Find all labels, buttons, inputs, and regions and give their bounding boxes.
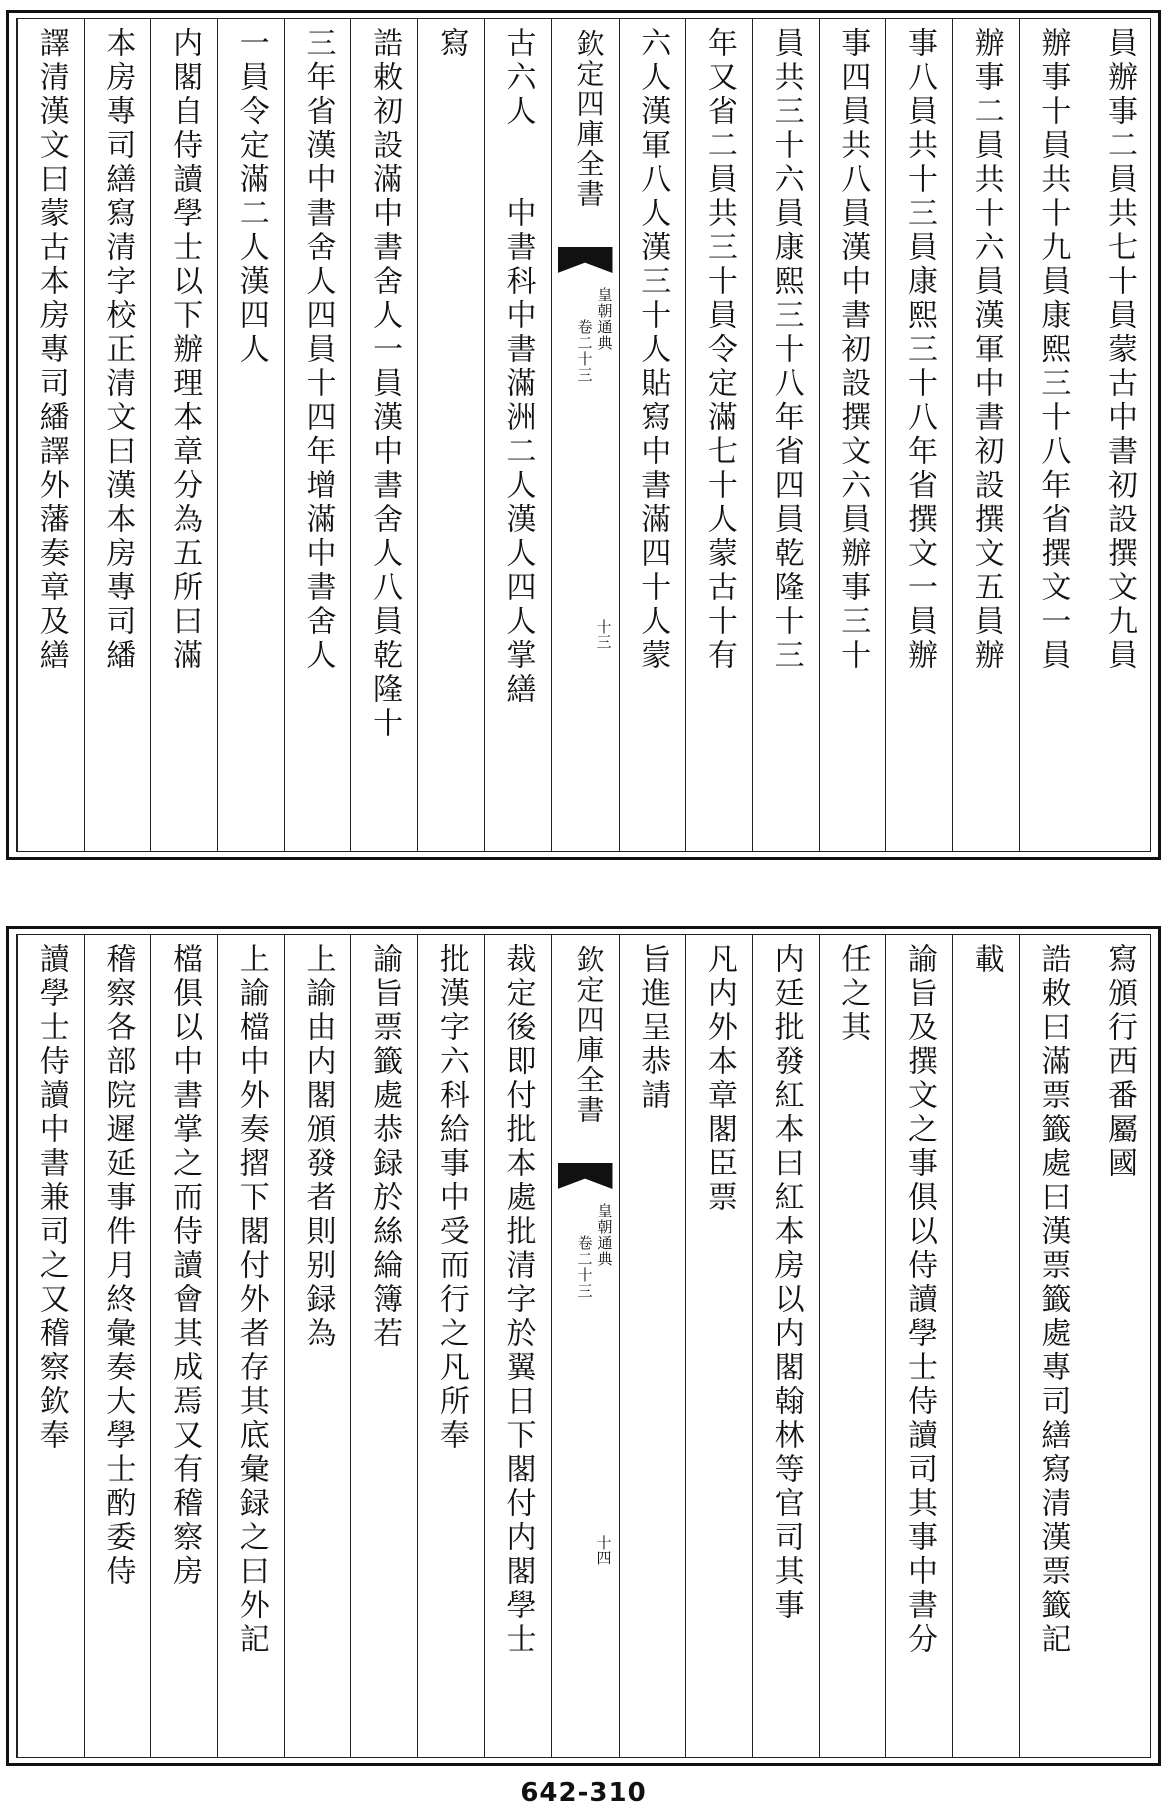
bottom-collection-title: 欽定四庫全書	[572, 945, 606, 1125]
bottom-column	[819, 935, 886, 1757]
top-column-text: 事八員共十三員康熙三十八年省撰文一員辦	[901, 27, 937, 673]
bottom-column-text: 裁定後即付批本處批清字於翼日下閣付内閣學士	[500, 943, 536, 1657]
top-column-text: 古六人 中書科中書滿洲二人漢人四人掌繕	[500, 27, 536, 707]
top-column-text: 事四員共八員漢中書初設撰文六員辦事三十	[835, 27, 871, 673]
top-column	[84, 19, 151, 851]
bottom-column-text: 上諭檔中外奏摺下閣付外者存其底彙録之曰外記	[233, 943, 269, 1657]
top-column	[885, 19, 952, 851]
bottom-center-column	[551, 935, 619, 1757]
top-column	[417, 19, 484, 851]
top-column	[619, 19, 686, 851]
top-column	[484, 19, 551, 851]
bottom-column-text: 諭旨及撰文之事俱以侍讀學士侍讀司其事中書分	[901, 943, 937, 1657]
top-collection-title: 欽定四庫全書	[572, 29, 606, 209]
bottom-book-title: 皇朝通典	[595, 1203, 614, 1267]
top-column	[952, 19, 1019, 851]
bottom-column-text: 讀學士侍讀中書兼司之又稽察欽奉	[33, 943, 69, 1453]
bottom-column-text: 諭旨票籤處恭録於絲綸簿若	[367, 943, 403, 1351]
bottom-fishtail-mark	[558, 1163, 613, 1189]
bottom-column-text: 任之其	[835, 943, 871, 1045]
top-column-text: 本房專司繕寫清字校正清文曰漢本房專司繙	[100, 27, 136, 673]
top-page	[0, 4, 1167, 866]
bottom-column	[417, 935, 484, 1757]
bottom-column	[284, 935, 351, 1757]
bottom-column	[150, 935, 217, 1757]
top-column-text: 内閣自侍讀學士以下辦理本章分為五所曰滿	[167, 27, 203, 673]
bottom-column-text: 寫頒行西番屬國	[1102, 943, 1137, 1181]
bottom-column-text: 檔俱以中書掌之而侍讀會其成焉又有稽察房	[167, 943, 203, 1589]
top-column-text: 辦事二員共十六員漢軍中書初設撰文五員辦	[968, 27, 1004, 673]
bottom-page-text-grid	[16, 934, 1151, 1758]
top-column-text: 譯清漢文曰蒙古本房專司繙譯外藩奏章及繕	[33, 27, 69, 673]
top-leaf-number: 十三	[594, 619, 613, 649]
top-page-text-grid	[16, 18, 1151, 852]
top-column	[819, 19, 886, 851]
top-volume-number: 卷二十三	[575, 319, 594, 383]
bottom-column	[217, 935, 284, 1757]
bottom-column	[84, 935, 151, 1757]
top-column	[685, 19, 752, 851]
bottom-column	[752, 935, 819, 1757]
top-column	[752, 19, 819, 851]
bottom-column	[685, 935, 752, 1757]
top-column-text: 寫	[433, 27, 469, 61]
bottom-column	[619, 935, 686, 1757]
bottom-column	[17, 935, 84, 1757]
top-column-text: 三年省漢中書舍人四員十四年增滿中書舍人	[300, 27, 336, 673]
top-center-column	[551, 19, 619, 851]
top-column	[17, 19, 84, 851]
bottom-page	[0, 920, 1167, 1770]
bottom-column-text: 上諭由内閣頒發者則别録為	[300, 943, 336, 1351]
top-column-text: 員辦事二員共七十員蒙古中書初設撰文九員	[1102, 27, 1137, 673]
bottom-column-text: 旨進呈恭請	[635, 943, 671, 1113]
bottom-column-text: 稽察各部院遲延事件月終彙奏大學士酌委侍	[100, 943, 136, 1589]
bottom-column-text: 内廷批發紅本曰紅本房以内閣翰林等官司其事	[768, 943, 804, 1623]
bottom-volume-number: 卷二十三	[575, 1235, 594, 1299]
top-column-text: 辦事十員共十九員康熙三十八年省撰文一員	[1035, 27, 1071, 673]
top-column	[1085, 19, 1152, 851]
bottom-column	[484, 935, 551, 1757]
top-column	[150, 19, 217, 851]
bottom-column-text: 誥敕曰滿票籤處曰漢票籤處專司繕寫清漢票籤記	[1035, 943, 1071, 1657]
bottom-column-text: 批漢字六科給事中受而行之凡所奉	[433, 943, 469, 1453]
top-fishtail-mark	[558, 247, 613, 273]
bottom-leaf-number: 十四	[594, 1535, 613, 1565]
top-column	[1019, 19, 1086, 851]
page-reference: 642-310	[520, 1778, 647, 1808]
top-column-text: 員共三十六員康熙三十八年省四員乾隆十三	[768, 27, 804, 673]
bottom-column	[1085, 935, 1152, 1757]
top-column-text: 年又省二員共三十員令定滿七十人蒙古十有	[701, 27, 737, 673]
bottom-column-text: 凡内外本章閣臣票	[701, 943, 737, 1215]
top-column	[217, 19, 284, 851]
top-column-text: 六人漢軍八人漢三十人貼寫中書滿四十人蒙	[635, 27, 671, 673]
top-book-title: 皇朝通典	[595, 287, 614, 351]
bottom-column	[1019, 935, 1086, 1757]
top-column-text: 一員令定滿二人漢四人	[233, 27, 269, 367]
bottom-column-text: 載	[968, 943, 1004, 977]
top-column	[284, 19, 351, 851]
bottom-column	[350, 935, 417, 1757]
top-column-text: 誥敕初設滿中書舍人一員漢中書舍人八員乾隆十	[367, 27, 403, 741]
bottom-column	[952, 935, 1019, 1757]
bottom-column	[885, 935, 952, 1757]
top-column	[350, 19, 417, 851]
